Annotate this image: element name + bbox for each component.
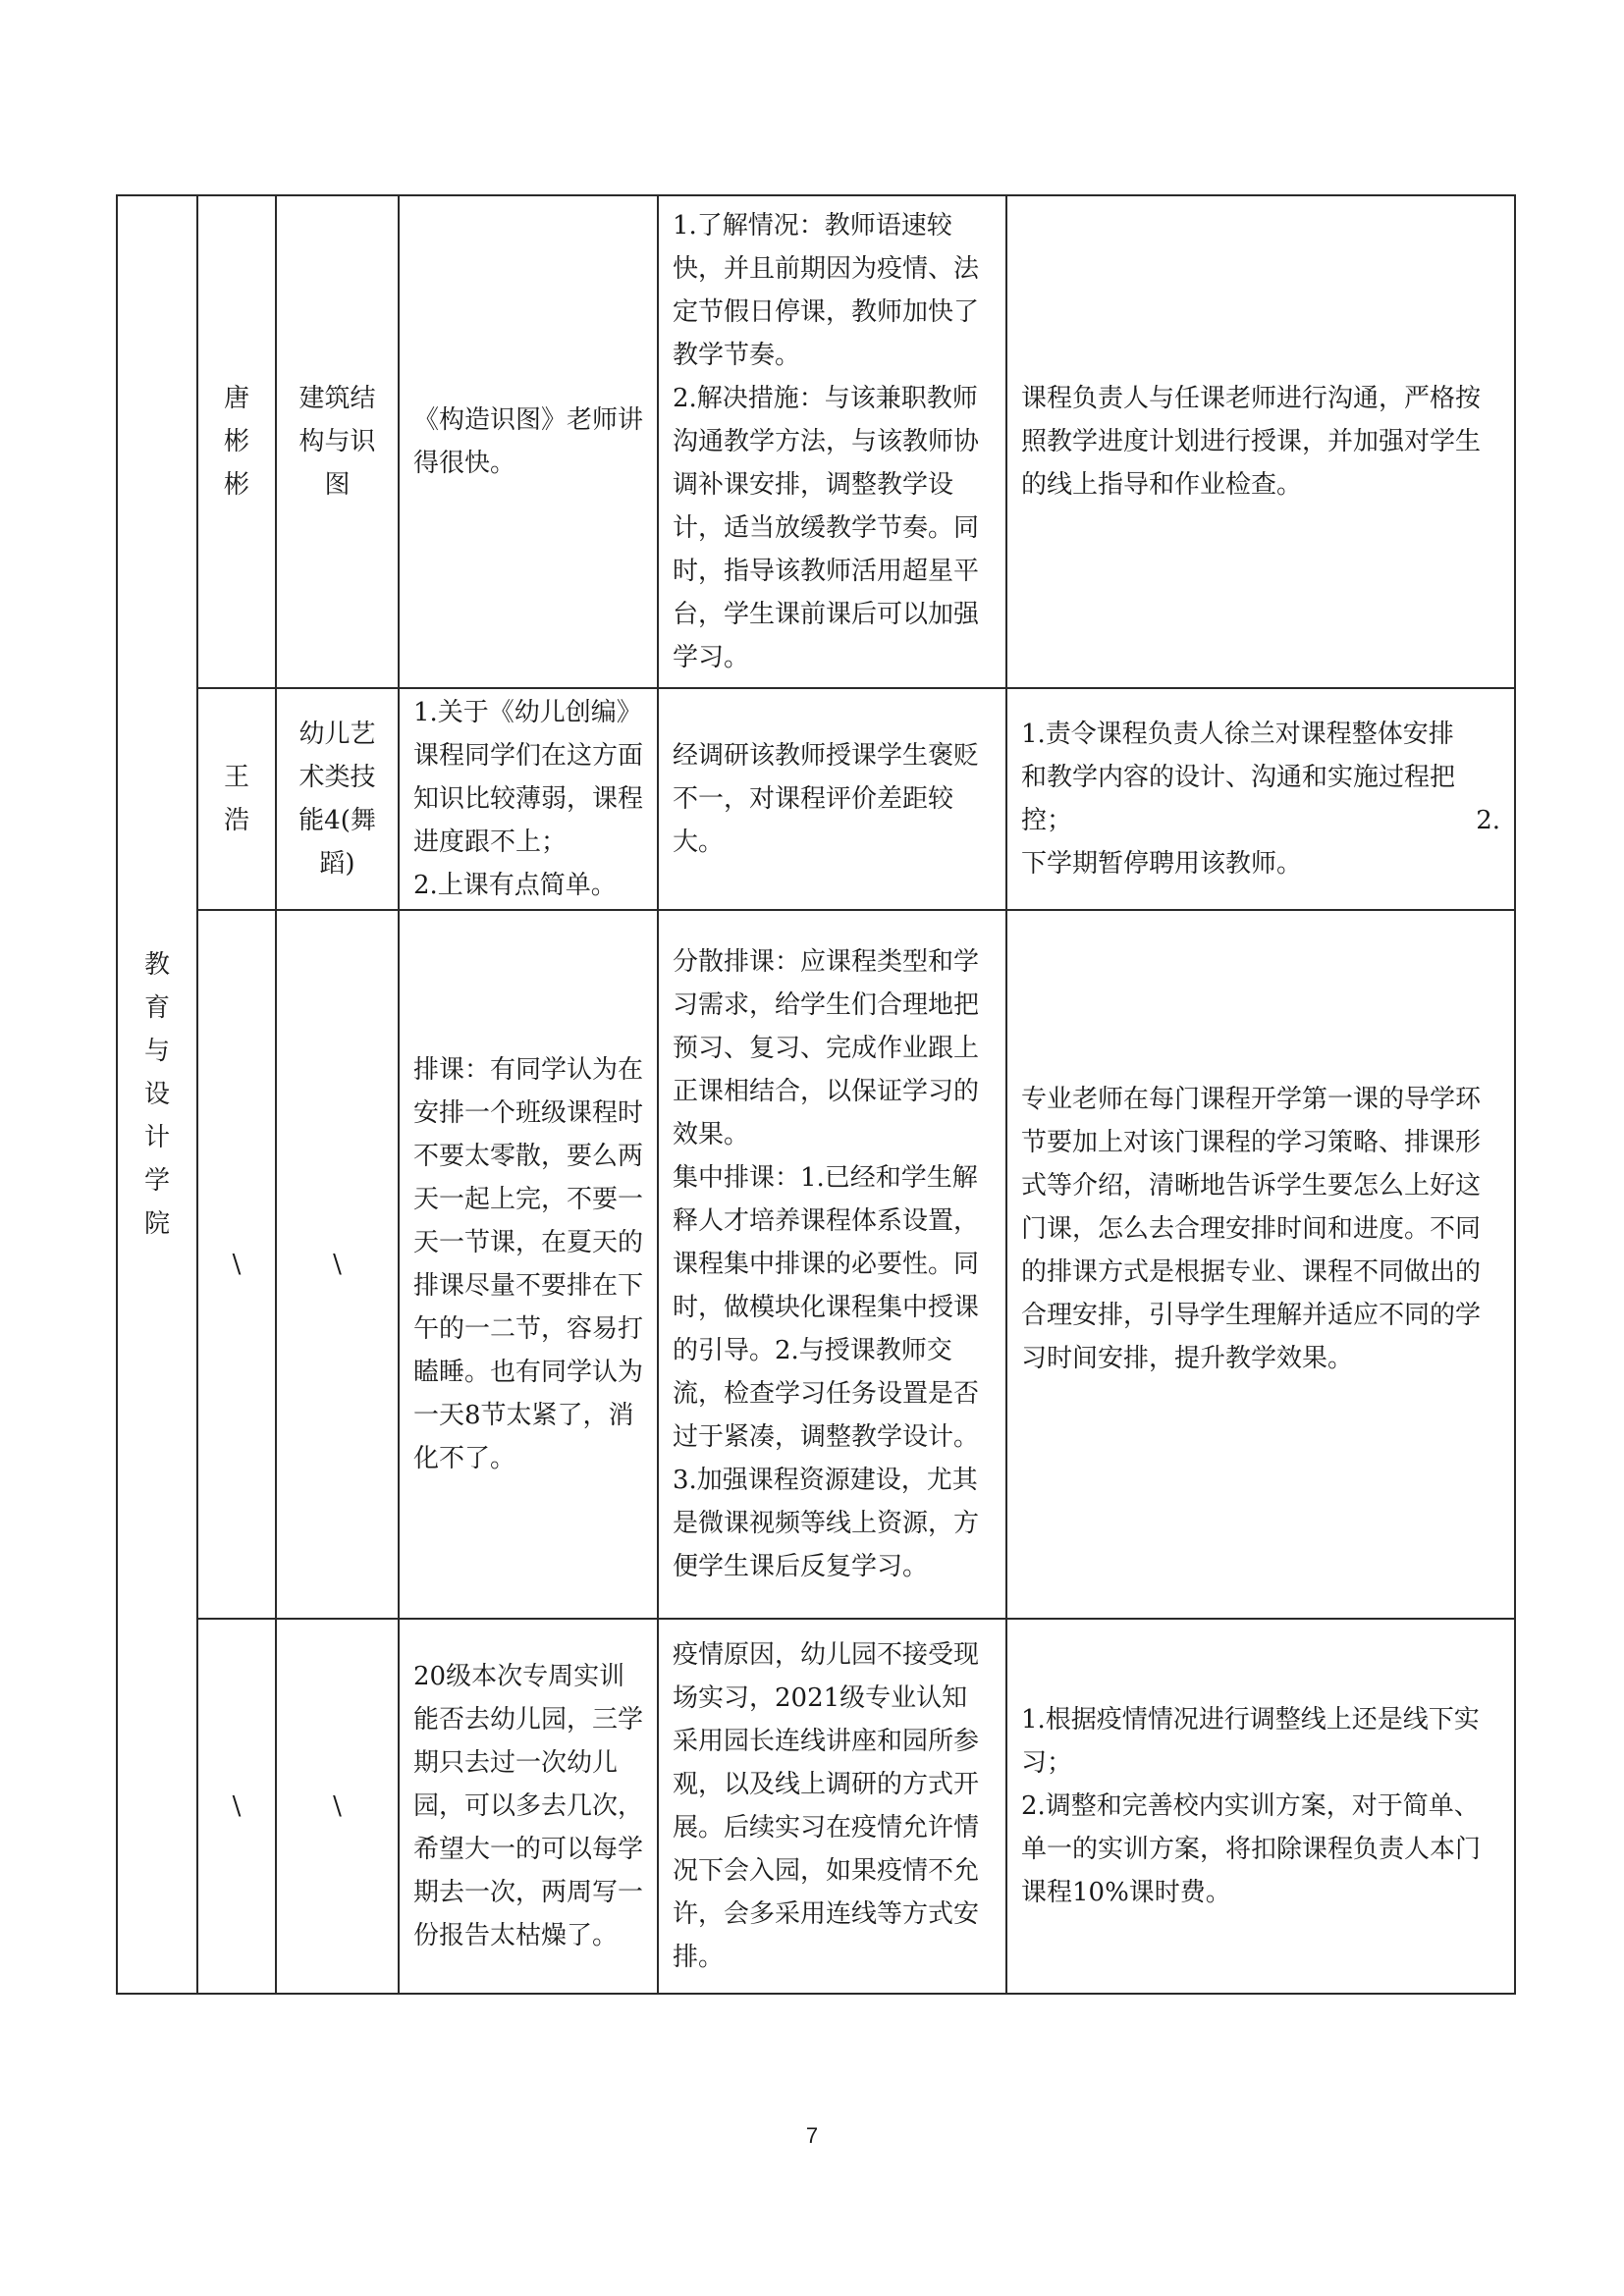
action-item: 专业老师在每门课程开学第一课的导学环节要加上对该门课程的学习策略、排课形式等介绍，清晰地告诉学生要怎么上好这门课，怎么去合理安排时间和进度。不同的排课方式是根据专业、课程不同做出的合理安排，引导学生理解并适应不同的学习时间安排，提升教学效果。	[1021, 1085, 1482, 1373]
course-cell	[276, 910, 399, 1619]
action-number: 2.	[1476, 806, 1500, 835]
teacher-cell	[197, 688, 276, 910]
action-text: 1.责令课程负责人徐兰对课程整体安排和教学内容的设计、沟通和实施过程把控；	[1021, 720, 1456, 835]
investigation-item: 1.了解情况：教师语速较快，并且前期因为疫情、法定节假日停课，教师加快了教学节奏。	[673, 211, 980, 370]
teacher-cell	[197, 1619, 276, 1994]
action-item: 1.根据疫情情况进行调整线上还是线下实习；	[1021, 1705, 1480, 1778]
problem-item: 1.关于《幼儿创编》课程同学们在这方面知识比较薄弱，课程进度跟不上；	[413, 698, 644, 857]
table-row	[117, 688, 1515, 910]
problem-cell	[399, 195, 658, 688]
course-name: 建筑结构与识图	[298, 384, 376, 500]
investigation-cell	[658, 688, 1006, 910]
problem-cell	[399, 1619, 658, 1994]
teacher-name: 唐彬彬	[223, 384, 249, 500]
investigation-cell	[658, 910, 1006, 1619]
course-cell	[276, 195, 399, 688]
action-cell	[1006, 688, 1515, 910]
action-item: 课程负责人与任课老师进行沟通，严格按照教学进度计划进行授课，并加强对学生的线上指导和作业检查。	[1021, 384, 1482, 500]
teacher-name: \	[232, 1791, 242, 1821]
problem-text: 《构造识图》老师讲得很快。	[413, 405, 644, 478]
investigation-cell	[658, 1619, 1006, 1994]
page-number: 7	[805, 2123, 819, 2148]
feedback-table	[116, 194, 1516, 1995]
table-row	[117, 910, 1515, 1619]
teacher-cell	[197, 910, 276, 1619]
investigation-item: 经调研该教师授课学生褒贬不一，对课程评价差距较大。	[673, 741, 980, 857]
investigation-item: 集中排课：1.已经和学生解释人才培养课程体系设置，课程集中排课的必要性。同时，做模块化课程集中授课的引导。2.与授课教师交流，检查学习任务设置是否过于紧凑，调整教学设计。3.加强课程资源建设，尤其是微课视频等线上资源，方便学生课后反复学习。	[673, 1163, 980, 1581]
action-cell	[1006, 910, 1515, 1619]
action-cell	[1006, 195, 1515, 688]
action-item: 2.调整和完善校内实训方案，对于简单、单一的实训方案，将扣除课程负责人本门课程10%课时费。	[1021, 1791, 1482, 1907]
teacher-cell	[197, 195, 276, 688]
investigation-cell	[658, 195, 1006, 688]
investigation-item: 分散排课：应课程类型和学习需求，给学生们合理地把预习、复习、完成作业跟上正课相结合，以保证学习的效果。	[673, 947, 980, 1149]
course-name: \	[333, 1791, 342, 1821]
investigation-item: 疫情原因，幼儿园不接受现场实习，2021级专业认知采用园长连线讲座和园所参观，以及线上调研的方式开展。后续实习在疫情允许情况下会入园，如果疫情不允许，会多采用连线等方式安排。	[673, 1640, 980, 1972]
investigation-item: 2.解决措施：与该兼职教师沟通教学方法，与该教师协调补课安排，调整教学设计，适当放缓教学节奏。同时，指导该教师活用超星平台，学生课前课后可以加强学习。	[673, 384, 980, 672]
college-cell	[117, 195, 197, 1994]
college-name: 教育与设计学院	[143, 950, 170, 1239]
course-cell	[276, 1619, 399, 1994]
table-row	[117, 1619, 1515, 1994]
course-name: 幼儿艺术类技能4(舞蹈)	[298, 720, 376, 879]
problem-cell	[399, 688, 658, 910]
problem-item: 2.上课有点简单。	[413, 871, 617, 900]
action-item	[1021, 713, 1500, 842]
table-row	[117, 195, 1515, 688]
course-name: \	[333, 1250, 342, 1279]
course-cell	[276, 688, 399, 910]
problem-text: 排课：有同学认为在安排一个班级课程时不要太零散，要么两天一起上完，不要一天一节课，在夏天的排课尽量不要排在下午的一二节，容易打瞌睡。也有同学认为一天8节太紧了，消化不了。	[413, 1055, 644, 1473]
problem-cell	[399, 910, 658, 1619]
teacher-name: \	[232, 1250, 242, 1279]
action-cell	[1006, 1619, 1515, 1994]
teacher-name: 王浩	[223, 763, 249, 835]
problem-text: 20级本次专周实训能否去幼儿园，三学期只去过一次幼儿园，可以多去几次，希望大一的可以每学期去一次，两周写一份报告太枯燥了。	[413, 1662, 644, 1950]
action-item: 下学期暂停聘用该教师。	[1021, 849, 1303, 879]
